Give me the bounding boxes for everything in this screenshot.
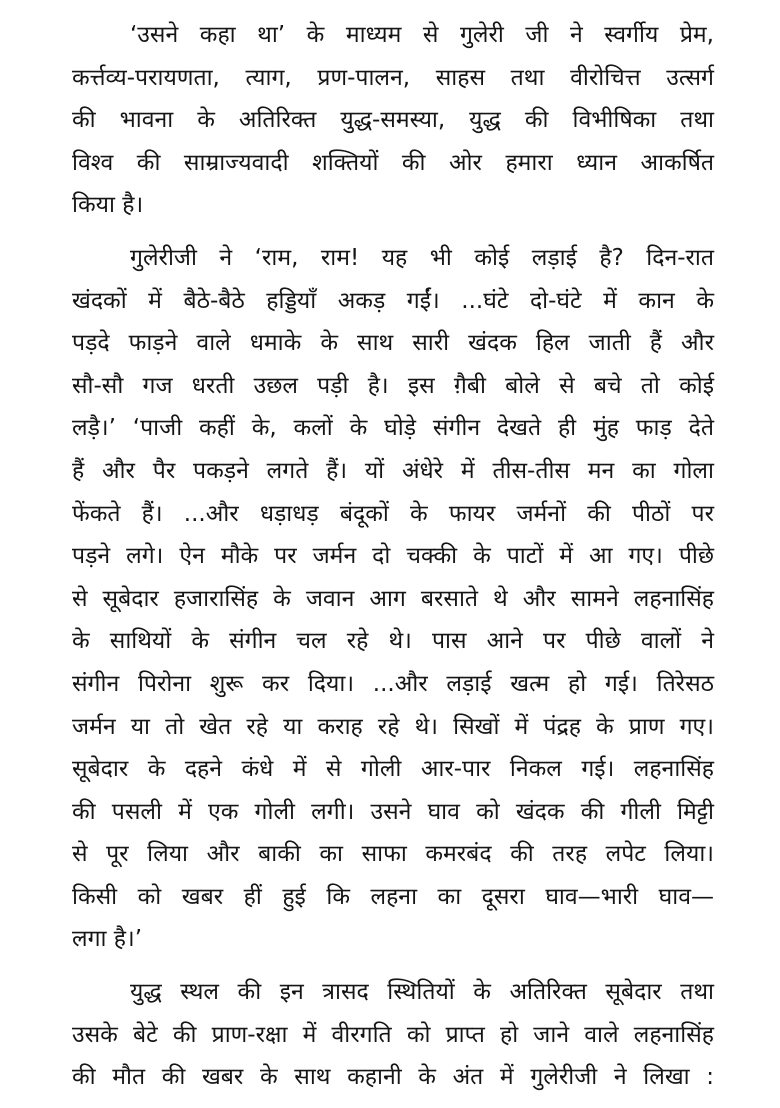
text-line: पड़दे फाड़ने वाले धमाके के साथ सारी खंदक हिल जाती हैं और bbox=[72, 330, 714, 357]
text-line: किया है। bbox=[72, 192, 144, 219]
paragraph-1 bbox=[72, 14, 714, 227]
text-line: से पूर लिया और बाकी का साफा कमरबंद की तरह लपेट लिया। bbox=[72, 841, 714, 868]
text-line: पड़ने लगे। ऐन मौके पर जर्मन दो चक्की के पाटों में आ गए। पीछे bbox=[72, 543, 714, 570]
text-line: हैं और पैर पकड़ने लगते हैं। यों अंधेरे में तीस-तीस मन का गोला bbox=[72, 457, 714, 484]
paragraph-2 bbox=[72, 237, 714, 961]
text-line: लगा है।’ bbox=[72, 926, 143, 953]
paragraph-3 bbox=[72, 971, 714, 1099]
text-line: की मौत की खबर के साथ कहानी के अंत में गुलेरीजी ने लिखा : bbox=[72, 1064, 714, 1091]
text-line: किसी को खबर हीं हुई कि लहना का दूसरा घाव—भारी घाव— bbox=[72, 883, 714, 910]
text-line: विश्व की साम्राज्यवादी शक्तियों की ओर हमारा ध्यान आकर्षित bbox=[72, 149, 714, 176]
text-line: लड़ै।’ ‘पाजी कहीं के, कलों के घोड़े संगीन देखते ही मुंह फाड़ देते bbox=[72, 415, 714, 442]
text-line: की भावना के अतिरिक्त युद्ध-समस्या, युद्ध की विभीषिका तथा bbox=[72, 107, 714, 134]
text-line: के साथियों के संगीन चल रहे थे। पास आने पर पीछे वालों ने bbox=[72, 628, 714, 655]
paragraph-gap bbox=[72, 227, 714, 237]
document-page bbox=[72, 14, 714, 1099]
text-line: संगीन पिरोना शुरू कर दिया। ...और लड़ाई खत्म हो गई। तिरेसठ bbox=[72, 670, 714, 697]
text-line: फेंकते हैं। ...और धड़ाधड़ बंदूकों के फायर जर्मनों की पीठों पर bbox=[72, 500, 714, 527]
text-line: कर्त्तव्य-परायणता, त्याग, प्रण-पालन, साहस तथा वीरोचित्त उत्सर्ग bbox=[72, 64, 714, 91]
paragraph-gap bbox=[72, 961, 714, 971]
text-line: युद्ध स्थल की इन त्रासद स्थितियों के अतिरिक्त सूबेदार तथा bbox=[130, 979, 714, 1006]
text-line: ‘उसने कहा था’ के माध्यम से गुलेरी जी ने स्वर्गीय प्रेम, bbox=[130, 22, 714, 48]
text-line: से सूबेदार हजारासिंह के जवान आग बरसाते थे और सामने लहनासिंह bbox=[72, 585, 714, 612]
text-line: खंदकों में बैठे-बैठे हड्डियाँ अकड़ गईं। ...घंटे दो-घंटे में कान के bbox=[72, 287, 714, 314]
text-line: सूबेदार के दहने कंधे में से गोली आर-पार निकल गई। लहनासिंह bbox=[72, 756, 714, 783]
text-line: उसके बेटे की प्राण-रक्षा में वीरगति को प्राप्त हो जाने वाले लहनासिंह bbox=[72, 1021, 714, 1048]
text-line: सौ-सौ गज धरती उछल पड़ी है। इस ग़ैबी बोले से बचे तो कोई bbox=[72, 372, 714, 399]
text-line: जर्मन या तो खेत रहे या कराह रहे थे। सिखों में पंद्रह के प्राण गए। bbox=[72, 713, 714, 740]
text-line: की पसली में एक गोली लगी। उसने घाव को खंदक की गीली मिट्टी bbox=[72, 798, 714, 825]
text-line: गुलेरीजी ने ‘राम, राम! यह भी कोई लड़ाई है? दिन-रात bbox=[130, 244, 714, 271]
